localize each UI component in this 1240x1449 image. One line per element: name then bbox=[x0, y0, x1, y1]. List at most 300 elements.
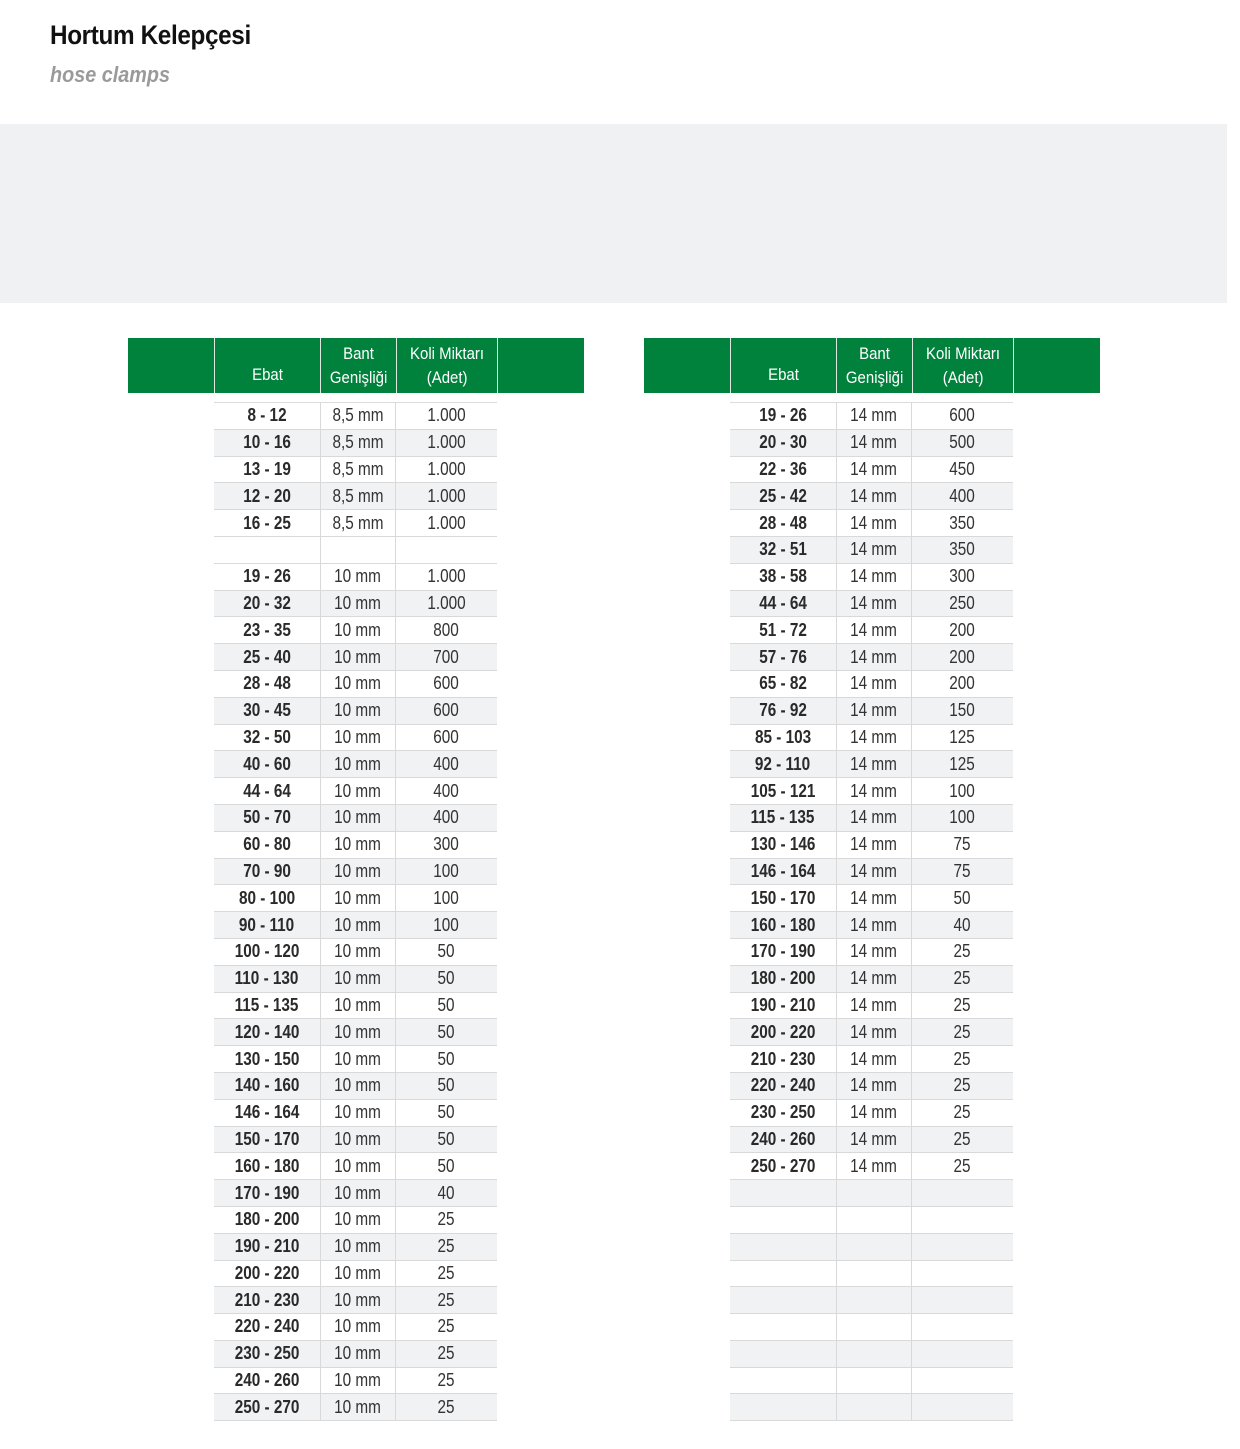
box-quantity-cell: 1.000 bbox=[427, 432, 466, 453]
bant-width-cell: 10 mm bbox=[320, 671, 396, 697]
table-row bbox=[730, 1207, 1013, 1234]
table-row bbox=[214, 1287, 497, 1314]
box-quantity-cell: 25 bbox=[953, 1102, 972, 1123]
box-quantity-cell: 25 bbox=[953, 1021, 972, 1042]
ebat-cell bbox=[730, 1314, 836, 1340]
bant-width-cell: 10 mm bbox=[320, 1073, 396, 1099]
table-row bbox=[730, 1368, 1013, 1395]
ebat-cell: 170 - 190 bbox=[234, 1182, 300, 1203]
bant-width-cell: 14 mm bbox=[836, 510, 912, 536]
table-row bbox=[730, 564, 1013, 591]
ebat-cell: 115 - 135 bbox=[235, 994, 299, 1015]
bant-width-cell: 10 mm bbox=[320, 939, 396, 965]
bant-width-cell: 10 mm bbox=[320, 1207, 396, 1233]
bant-width-cell: 14 mm bbox=[836, 725, 912, 751]
bant-width-cell: 10 mm bbox=[320, 617, 396, 643]
box-quantity-cell: 100 bbox=[949, 807, 976, 828]
table-row bbox=[730, 1180, 1013, 1207]
ebat-cell: 25 - 42 bbox=[759, 485, 807, 506]
ebat-cell: 146 - 164 bbox=[234, 1102, 300, 1123]
ebat-cell: 250 - 270 bbox=[234, 1396, 300, 1417]
bant-width-cell: 14 mm bbox=[836, 885, 912, 911]
box-quantity-cell: 40 bbox=[953, 914, 972, 935]
box-quantity-cell: 40 bbox=[437, 1182, 456, 1203]
ebat-cell bbox=[730, 1261, 836, 1287]
bant-width-cell bbox=[836, 1341, 912, 1367]
box-quantity-cell: 25 bbox=[953, 1128, 972, 1149]
box-quantity-cell: 300 bbox=[433, 834, 460, 855]
table-header bbox=[644, 338, 1100, 393]
bant-width-cell bbox=[836, 1261, 912, 1287]
table-row bbox=[730, 1287, 1013, 1314]
table-row bbox=[214, 483, 497, 510]
left-size-table bbox=[128, 338, 584, 1417]
box-quantity-cell: 75 bbox=[953, 834, 972, 855]
box-quantity-cell: 25 bbox=[953, 994, 972, 1015]
box-quantity-cell: 50 bbox=[437, 1128, 456, 1149]
bant-width-cell: 14 mm bbox=[836, 671, 912, 697]
table-row bbox=[214, 591, 497, 618]
bant-width-cell: 10 mm bbox=[320, 1314, 396, 1340]
bant-width-cell bbox=[836, 1314, 912, 1340]
table-row bbox=[730, 483, 1013, 510]
ebat-cell: 240 - 260 bbox=[234, 1370, 300, 1391]
ebat-cell: 105 - 121 bbox=[750, 780, 816, 801]
ebat-cell: 80 - 100 bbox=[238, 887, 296, 908]
ebat-cell: 76 - 92 bbox=[759, 700, 807, 721]
box-quantity-cell: 25 bbox=[437, 1209, 456, 1230]
box-quantity-cell: 200 bbox=[949, 673, 976, 694]
table-row bbox=[214, 644, 497, 671]
box-quantity-cell: 25 bbox=[437, 1289, 456, 1310]
ebat-cell bbox=[730, 1287, 836, 1313]
ebat-cell: 110 - 130 bbox=[235, 968, 299, 989]
ebat-cell: 200 - 220 bbox=[750, 1021, 816, 1042]
box-quantity-cell: 600 bbox=[949, 405, 976, 426]
ebat-cell: 60 - 80 bbox=[243, 834, 291, 855]
ebat-cell: 23 - 35 bbox=[243, 619, 291, 640]
table-row bbox=[214, 1314, 497, 1341]
bant-width-cell: 14 mm bbox=[836, 778, 912, 804]
bant-width-cell: 14 mm bbox=[836, 1127, 912, 1153]
table-row bbox=[214, 698, 497, 725]
bant-width-cell: 10 mm bbox=[320, 591, 396, 617]
table-body bbox=[214, 402, 497, 1421]
bant-width-cell: 14 mm bbox=[836, 751, 912, 777]
table-body bbox=[730, 402, 1013, 1421]
ebat-cell: 20 - 30 bbox=[759, 432, 807, 453]
box-quantity-cell: 100 bbox=[949, 780, 976, 801]
table-row bbox=[214, 778, 497, 805]
header-spacer bbox=[1013, 338, 1100, 393]
ebat-cell: 190 - 210 bbox=[234, 1236, 300, 1257]
box-quantity-cell bbox=[396, 537, 497, 563]
header-spacer bbox=[497, 338, 584, 393]
ebat-cell bbox=[730, 1341, 836, 1367]
table-row bbox=[214, 751, 497, 778]
bant-width-cell: 10 mm bbox=[320, 1153, 396, 1179]
box-quantity-cell: 50 bbox=[437, 968, 456, 989]
box-quantity-cell: 400 bbox=[949, 485, 976, 506]
ebat-cell: 230 - 250 bbox=[750, 1102, 816, 1123]
box-quantity-cell: 50 bbox=[437, 1048, 456, 1069]
table-row bbox=[214, 457, 497, 484]
box-quantity-cell: 100 bbox=[433, 860, 460, 881]
bant-width-cell: 14 mm bbox=[836, 939, 912, 965]
table-row bbox=[214, 885, 497, 912]
bant-width-cell: 10 mm bbox=[320, 912, 396, 938]
bant-width-cell: 10 mm bbox=[320, 1127, 396, 1153]
ebat-cell: 90 - 110 bbox=[239, 914, 295, 935]
box-quantity-cell bbox=[912, 1394, 1013, 1420]
box-quantity-cell: 100 bbox=[433, 914, 460, 935]
ebat-cell: 70 - 90 bbox=[243, 860, 291, 881]
box-quantity-cell: 500 bbox=[949, 432, 976, 453]
ebat-cell bbox=[730, 1180, 836, 1206]
box-quantity-cell: 600 bbox=[433, 726, 460, 747]
box-quantity-cell: 600 bbox=[433, 700, 460, 721]
ebat-cell: 210 - 230 bbox=[234, 1289, 300, 1310]
bant-width-cell: 10 mm bbox=[320, 993, 396, 1019]
bant-width-cell bbox=[836, 1180, 912, 1206]
ebat-cell: 12 - 20 bbox=[243, 485, 291, 506]
bant-width-cell bbox=[836, 1234, 912, 1260]
table-row bbox=[214, 805, 497, 832]
table-row bbox=[730, 430, 1013, 457]
table-row bbox=[730, 671, 1013, 698]
bant-width-cell: 8,5 mm bbox=[320, 457, 396, 483]
bant-width-cell: 10 mm bbox=[320, 1341, 396, 1367]
table-row bbox=[214, 1394, 497, 1421]
ebat-cell: 30 - 45 bbox=[243, 700, 291, 721]
bant-width-cell: 10 mm bbox=[320, 751, 396, 777]
table-row bbox=[214, 832, 497, 859]
table-row bbox=[214, 1100, 497, 1127]
box-quantity-cell: 400 bbox=[433, 807, 460, 828]
ebat-cell: 180 - 200 bbox=[750, 968, 816, 989]
table-row bbox=[214, 939, 497, 966]
bant-width-cell: 14 mm bbox=[836, 1100, 912, 1126]
table-row bbox=[214, 1180, 497, 1207]
box-quantity-cell: 25 bbox=[953, 1155, 972, 1176]
box-quantity-cell: 75 bbox=[953, 860, 972, 881]
ebat-cell bbox=[730, 1394, 836, 1420]
ebat-cell: 100 - 120 bbox=[234, 941, 300, 962]
table-row bbox=[730, 1046, 1013, 1073]
ebat-cell: 40 - 60 bbox=[243, 753, 291, 774]
bant-width-cell: 10 mm bbox=[320, 698, 396, 724]
bant-width-cell: 14 mm bbox=[836, 859, 912, 885]
table-row bbox=[214, 510, 497, 537]
header-ebat: Ebat bbox=[214, 338, 320, 393]
ebat-cell bbox=[730, 1234, 836, 1260]
box-quantity-cell bbox=[912, 1207, 1013, 1233]
ebat-cell: 130 - 150 bbox=[234, 1048, 300, 1069]
bant-width-cell: 14 mm bbox=[836, 537, 912, 563]
table-row bbox=[214, 537, 497, 564]
table-row bbox=[730, 644, 1013, 671]
ebat-cell: 57 - 76 bbox=[759, 646, 807, 667]
table-row bbox=[730, 1100, 1013, 1127]
bant-width-cell: 10 mm bbox=[320, 1368, 396, 1394]
bant-width-cell: 10 mm bbox=[320, 1261, 396, 1287]
table-row bbox=[730, 966, 1013, 993]
box-quantity-cell bbox=[912, 1261, 1013, 1287]
table-row bbox=[730, 591, 1013, 618]
bant-width-cell: 14 mm bbox=[836, 832, 912, 858]
table-row bbox=[214, 430, 497, 457]
box-quantity-cell bbox=[912, 1234, 1013, 1260]
bant-width-cell bbox=[836, 1368, 912, 1394]
bant-width-cell: 10 mm bbox=[320, 1234, 396, 1260]
box-quantity-cell: 1.000 bbox=[427, 592, 466, 613]
ebat-cell: 85 - 103 bbox=[754, 726, 812, 747]
bant-width-cell: 14 mm bbox=[836, 805, 912, 831]
ebat-cell: 220 - 240 bbox=[234, 1316, 300, 1337]
ebat-cell: 44 - 64 bbox=[759, 592, 807, 613]
table-row bbox=[730, 457, 1013, 484]
bant-width-cell: 14 mm bbox=[836, 430, 912, 456]
table-row bbox=[214, 1019, 497, 1046]
box-quantity-cell bbox=[912, 1180, 1013, 1206]
box-quantity-cell: 700 bbox=[433, 646, 460, 667]
table-row bbox=[730, 751, 1013, 778]
table-row bbox=[730, 698, 1013, 725]
table-row bbox=[730, 1314, 1013, 1341]
box-quantity-cell: 25 bbox=[953, 1048, 972, 1069]
bant-width-cell: 14 mm bbox=[836, 617, 912, 643]
table-row bbox=[214, 1046, 497, 1073]
table-row bbox=[214, 725, 497, 752]
bant-width-cell: 10 mm bbox=[320, 859, 396, 885]
box-quantity-cell: 25 bbox=[437, 1343, 456, 1364]
ebat-cell: 170 - 190 bbox=[750, 941, 816, 962]
table-row bbox=[730, 1234, 1013, 1261]
bant-width-cell: 14 mm bbox=[836, 1046, 912, 1072]
box-quantity-cell: 450 bbox=[949, 458, 976, 479]
bant-width-cell: 14 mm bbox=[836, 483, 912, 509]
ebat-cell: 16 - 25 bbox=[243, 512, 291, 533]
ebat-cell: 51 - 72 bbox=[759, 619, 807, 640]
box-quantity-cell: 1.000 bbox=[427, 566, 466, 587]
box-quantity-cell: 50 bbox=[953, 887, 972, 908]
box-quantity-cell: 125 bbox=[949, 753, 976, 774]
box-quantity-cell: 25 bbox=[437, 1396, 456, 1417]
bant-width-cell: 10 mm bbox=[320, 1046, 396, 1072]
box-quantity-cell: 50 bbox=[437, 994, 456, 1015]
table-row bbox=[730, 1127, 1013, 1154]
bant-width-cell: 10 mm bbox=[320, 778, 396, 804]
table-row bbox=[214, 1261, 497, 1288]
table-row bbox=[730, 832, 1013, 859]
table-row bbox=[730, 1261, 1013, 1288]
bant-width-cell: 10 mm bbox=[320, 1019, 396, 1045]
table-row bbox=[214, 912, 497, 939]
box-quantity-cell: 350 bbox=[949, 512, 976, 533]
table-row bbox=[214, 564, 497, 591]
page-title: Hortum Kelepçesi bbox=[50, 20, 251, 50]
bant-width-cell: 10 mm bbox=[320, 644, 396, 670]
ebat-cell: 140 - 160 bbox=[234, 1075, 300, 1096]
box-quantity-cell: 1.000 bbox=[427, 405, 466, 426]
ebat-cell: 25 - 40 bbox=[243, 646, 291, 667]
ebat-cell: 210 - 230 bbox=[750, 1048, 816, 1069]
ebat-cell bbox=[730, 1207, 836, 1233]
page-subtitle: hose clamps bbox=[50, 62, 170, 87]
table-row bbox=[730, 939, 1013, 966]
bant-width-cell: 14 mm bbox=[836, 564, 912, 590]
ebat-cell: 65 - 82 bbox=[759, 673, 807, 694]
box-quantity-cell: 600 bbox=[433, 673, 460, 694]
bant-width-cell bbox=[836, 1207, 912, 1233]
table-row bbox=[730, 537, 1013, 564]
ebat-cell: 150 - 170 bbox=[750, 887, 816, 908]
bant-width-cell: 10 mm bbox=[320, 805, 396, 831]
box-quantity-cell: 800 bbox=[433, 619, 460, 640]
box-quantity-cell: 50 bbox=[437, 1102, 456, 1123]
ebat-cell: 250 - 270 bbox=[750, 1155, 816, 1176]
ebat-cell: 92 - 110 bbox=[755, 753, 811, 774]
ebat-cell: 44 - 64 bbox=[243, 780, 291, 801]
box-quantity-cell: 1.000 bbox=[427, 512, 466, 533]
table-row bbox=[730, 859, 1013, 886]
bant-width-cell: 14 mm bbox=[836, 591, 912, 617]
ebat-cell: 220 - 240 bbox=[750, 1075, 816, 1096]
table-row bbox=[214, 1073, 497, 1100]
table-header bbox=[128, 338, 584, 393]
table-row bbox=[730, 912, 1013, 939]
box-quantity-cell bbox=[912, 1314, 1013, 1340]
bant-width-cell: 10 mm bbox=[320, 832, 396, 858]
box-quantity-cell: 200 bbox=[949, 646, 976, 667]
ebat-cell: 8 - 12 bbox=[247, 405, 287, 426]
bant-width-cell bbox=[320, 537, 396, 563]
box-quantity-cell: 1.000 bbox=[427, 458, 466, 479]
ebat-cell bbox=[214, 537, 320, 563]
ebat-cell: 120 - 140 bbox=[234, 1021, 300, 1042]
bant-width-cell bbox=[836, 1394, 912, 1420]
box-quantity-cell: 25 bbox=[437, 1370, 456, 1391]
ebat-cell: 230 - 250 bbox=[234, 1343, 300, 1364]
box-quantity-cell: 25 bbox=[953, 1075, 972, 1096]
ebat-cell: 22 - 36 bbox=[759, 458, 807, 479]
bant-width-cell: 14 mm bbox=[836, 1073, 912, 1099]
table-row bbox=[214, 1207, 497, 1234]
bant-width-cell: 10 mm bbox=[320, 725, 396, 751]
box-quantity-cell: 50 bbox=[437, 941, 456, 962]
box-quantity-cell: 25 bbox=[953, 941, 972, 962]
bant-width-cell: 10 mm bbox=[320, 1394, 396, 1420]
bant-width-cell: 14 mm bbox=[836, 993, 912, 1019]
header-ebat: Ebat bbox=[730, 338, 836, 393]
ebat-cell: 200 - 220 bbox=[234, 1262, 300, 1283]
table-row bbox=[214, 1234, 497, 1261]
bant-width-cell: 14 mm bbox=[836, 457, 912, 483]
bant-width-cell: 8,5 mm bbox=[320, 403, 396, 429]
bant-width-cell: 8,5 mm bbox=[320, 430, 396, 456]
box-quantity-cell: 150 bbox=[949, 700, 976, 721]
bant-width-cell: 8,5 mm bbox=[320, 510, 396, 536]
table-row bbox=[214, 617, 497, 644]
bant-width-cell: 10 mm bbox=[320, 1180, 396, 1206]
header-bant: Bant Genişliği bbox=[320, 338, 396, 393]
header-koli: Koli Miktarı (Adet) bbox=[912, 338, 1013, 393]
bant-width-cell: 8,5 mm bbox=[320, 483, 396, 509]
bant-width-cell: 14 mm bbox=[836, 403, 912, 429]
bant-width-cell bbox=[836, 1287, 912, 1313]
box-quantity-cell bbox=[912, 1341, 1013, 1367]
table-row bbox=[214, 1153, 497, 1180]
table-row bbox=[730, 993, 1013, 1020]
box-quantity-cell bbox=[912, 1368, 1013, 1394]
table-row bbox=[730, 1019, 1013, 1046]
table-row bbox=[214, 859, 497, 886]
table-row bbox=[214, 966, 497, 993]
ebat-cell: 240 - 260 bbox=[750, 1128, 816, 1149]
ebat-cell: 19 - 26 bbox=[759, 405, 807, 426]
box-quantity-cell: 50 bbox=[437, 1155, 456, 1176]
box-quantity-cell: 50 bbox=[437, 1021, 456, 1042]
box-quantity-cell: 300 bbox=[949, 566, 976, 587]
bant-width-cell: 10 mm bbox=[320, 966, 396, 992]
box-quantity-cell: 125 bbox=[949, 726, 976, 747]
ebat-cell: 160 - 180 bbox=[234, 1155, 300, 1176]
box-quantity-cell: 25 bbox=[437, 1316, 456, 1337]
bant-width-cell: 14 mm bbox=[836, 966, 912, 992]
table-row bbox=[214, 1341, 497, 1368]
box-quantity-cell: 25 bbox=[437, 1236, 456, 1257]
table-row bbox=[730, 778, 1013, 805]
ebat-cell: 13 - 19 bbox=[243, 458, 291, 479]
table-row bbox=[730, 1341, 1013, 1368]
box-quantity-cell: 250 bbox=[949, 592, 976, 613]
ebat-cell: 160 - 180 bbox=[750, 914, 816, 935]
ebat-cell: 130 - 146 bbox=[750, 834, 816, 855]
box-quantity-cell: 1.000 bbox=[427, 485, 466, 506]
ebat-cell: 146 - 164 bbox=[750, 860, 816, 881]
bant-width-cell: 10 mm bbox=[320, 564, 396, 590]
ebat-cell: 190 - 210 bbox=[750, 994, 816, 1015]
ebat-cell: 50 - 70 bbox=[243, 807, 291, 828]
table-row bbox=[214, 671, 497, 698]
box-quantity-cell: 100 bbox=[433, 887, 460, 908]
table-row bbox=[214, 1127, 497, 1154]
ebat-cell: 38 - 58 bbox=[759, 566, 807, 587]
header-koli: Koli Miktarı (Adet) bbox=[396, 338, 497, 393]
ebat-cell: 115 - 135 bbox=[751, 807, 815, 828]
table-row bbox=[214, 403, 497, 430]
product-image-banner bbox=[0, 124, 1227, 303]
box-quantity-cell: 50 bbox=[437, 1075, 456, 1096]
bant-width-cell: 14 mm bbox=[836, 698, 912, 724]
table-row bbox=[214, 1368, 497, 1395]
ebat-cell: 150 - 170 bbox=[234, 1128, 300, 1149]
ebat-cell: 20 - 32 bbox=[243, 592, 291, 613]
ebat-cell: 10 - 16 bbox=[243, 432, 291, 453]
ebat-cell: 32 - 50 bbox=[243, 726, 291, 747]
bant-width-cell: 14 mm bbox=[836, 912, 912, 938]
bant-width-cell: 10 mm bbox=[320, 1287, 396, 1313]
right-size-table bbox=[644, 338, 1100, 1176]
table-row bbox=[730, 1073, 1013, 1100]
table-row bbox=[730, 1394, 1013, 1421]
box-quantity-cell: 25 bbox=[953, 968, 972, 989]
ebat-cell: 32 - 51 bbox=[759, 539, 807, 560]
box-quantity-cell: 400 bbox=[433, 753, 460, 774]
table-row bbox=[730, 805, 1013, 832]
table-row bbox=[730, 1153, 1013, 1180]
table-row bbox=[730, 885, 1013, 912]
